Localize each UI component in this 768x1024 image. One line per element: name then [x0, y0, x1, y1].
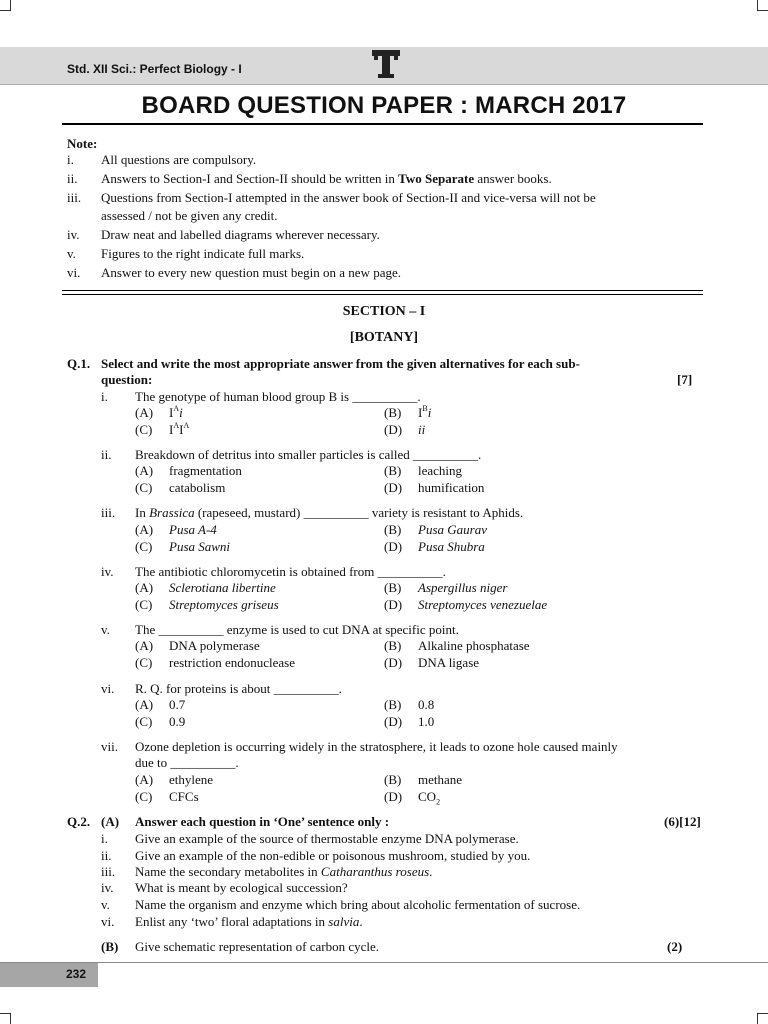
option-label: (A)	[135, 405, 154, 420]
question-instruction: Select and write the most appropriate answer from the given alternatives for each sub-	[101, 356, 580, 371]
question-instruction: question:	[101, 372, 153, 387]
option-label: (D)	[384, 789, 403, 804]
question-number: Q.2.	[67, 814, 91, 829]
option-label: (A)	[135, 580, 154, 595]
sub-question-number: i.	[101, 389, 108, 404]
option-label: (D)	[384, 480, 403, 495]
option-a: Pusa A-4	[169, 522, 217, 537]
sub-question-number: iii.	[101, 505, 116, 520]
sub-question-number: iii.	[101, 864, 116, 879]
option-c: 0.9	[169, 714, 186, 729]
sub-question-number: vi.	[101, 914, 115, 929]
option-label: (A)	[135, 772, 154, 787]
sub-question-text: Enlist any ‘two’ floral adaptations in salvia.	[135, 914, 363, 929]
question-number: Q.1.	[67, 356, 91, 371]
publisher-logo-icon	[370, 46, 402, 80]
part-label: (A)	[101, 814, 120, 829]
option-label: (B)	[384, 463, 402, 478]
option-label: (A)	[135, 522, 154, 537]
sub-question-number: i.	[101, 831, 108, 846]
option-d: $CO_2$	[418, 789, 441, 807]
sub-question-text: Name the secondary metabolites in Catharanthus roseus.	[135, 864, 433, 879]
option-d: Streptomyces venezuelae	[418, 597, 548, 612]
option-d: DNA ligase	[418, 655, 480, 670]
crop-mark-bottom-right	[757, 1013, 768, 1024]
section-divider	[62, 290, 703, 295]
part-label: (B)	[101, 939, 119, 954]
note-text: Questions from Section-I attempted in the answer book of Section-II and vice-versa will not be	[101, 190, 596, 205]
sub-question-number: v.	[101, 897, 110, 912]
option-a: DNA polymerase	[169, 638, 260, 653]
option-label: (C)	[135, 655, 153, 670]
option-label: (C)	[135, 789, 153, 804]
option-label: (B)	[384, 580, 402, 595]
note-num: i.	[67, 152, 74, 167]
option-d: Pusa Shubra	[418, 539, 485, 554]
header-title: Std. XII Sci.: Perfect Biology - I	[67, 62, 242, 76]
option-b: methane	[418, 772, 463, 787]
note-text: Figures to the right indicate full marks.	[101, 246, 305, 261]
sub-question-text: Give an example of the non-edible or poisonous mushroom, studied by you.	[135, 848, 531, 863]
option-label: (D)	[384, 539, 403, 554]
note-num: ii.	[67, 171, 78, 186]
sub-question-text: Give an example of the source of thermostable enzyme DNA polymerase.	[135, 831, 519, 846]
option-a: fragmentation	[169, 463, 242, 478]
sub-question-number: vi.	[101, 681, 115, 696]
option-label: (A)	[135, 697, 154, 712]
sub-question-stem: Ozone depletion is occurring widely in the stratosphere, it leads to ozone hole caused mainly	[135, 739, 618, 754]
sub-question-stem: R. Q. for proteins is about __________.	[135, 681, 342, 696]
sub-question-number: ii.	[101, 447, 112, 462]
option-label: (D)	[384, 597, 403, 612]
footer-rule	[0, 962, 768, 963]
option-label: (C)	[135, 714, 153, 729]
option-label: (B)	[384, 522, 402, 537]
question-marks: [7]	[677, 372, 693, 387]
sub-question-stem: Breakdown of detritus into smaller particles is called __________.	[135, 447, 482, 462]
question-marks: (6)[12]	[664, 814, 701, 829]
option-label: (D)	[384, 714, 403, 729]
note-text: assessed / not be given any credit.	[101, 208, 278, 223]
note-text: Draw neat and labelled diagrams wherever necessary.	[101, 227, 380, 242]
page-number: 232	[66, 967, 87, 981]
option-label: (C)	[135, 480, 153, 495]
sub-question-stem: The genotype of human blood group B is __________.	[135, 389, 421, 404]
sub-question-number: v.	[101, 622, 110, 637]
note-text: Answers to Section-I and Section-II should be written in Two Separate answer books.	[101, 171, 552, 186]
option-label: (A)	[135, 638, 154, 653]
sub-question-text: What is meant by ecological succession?	[135, 880, 348, 895]
option-label: (D)	[384, 422, 403, 437]
option-b: leaching	[418, 463, 463, 478]
option-label: (B)	[384, 697, 402, 712]
note-text: All questions are compulsory.	[101, 152, 257, 167]
question-marks: (2)	[667, 939, 683, 954]
option-a: $I^Ai$	[169, 404, 183, 420]
option-d: humification	[418, 480, 485, 495]
note-heading: Note:	[67, 136, 98, 151]
paper-title: BOARD QUESTION PAPER : MARCH 2017	[141, 92, 627, 119]
section-subject: [BOTANY]	[349, 330, 419, 345]
option-label: (C)	[135, 539, 153, 554]
sub-question-number: iv.	[101, 564, 114, 579]
note-num: iv.	[67, 227, 80, 242]
option-c: Streptomyces griseus	[169, 597, 279, 612]
crop-mark-bottom-left	[0, 1013, 11, 1024]
option-b: $I^Bi$	[418, 404, 432, 420]
option-label: (B)	[384, 772, 402, 787]
section-title: SECTION – I	[342, 304, 426, 319]
option-c: CFCs	[169, 789, 199, 804]
option-label: (C)	[135, 597, 153, 612]
note-num: iii.	[67, 190, 82, 205]
option-label: (A)	[135, 463, 154, 478]
sub-question-stem: The antibiotic chloromycetin is obtained from __________.	[135, 564, 446, 579]
note-num: v.	[67, 246, 76, 261]
option-label: (C)	[135, 422, 153, 437]
option-a: 0.7	[169, 697, 186, 712]
sub-question-stem: due to __________.	[135, 755, 239, 770]
crop-mark-top-right	[757, 0, 768, 11]
option-label: (D)	[384, 655, 403, 670]
note-num: vi.	[67, 265, 81, 280]
title-rule	[62, 123, 703, 125]
crop-mark-top-left	[0, 0, 11, 11]
sub-question-number: vii.	[101, 739, 118, 754]
sub-question-stem: The __________ enzyme is used to cut DNA at specific point.	[135, 622, 459, 637]
option-b: Alkaline phosphatase	[418, 638, 530, 653]
option-label: (B)	[384, 638, 402, 653]
option-d: 1.0	[418, 714, 435, 729]
option-c: Pusa Sawni	[169, 539, 231, 554]
option-a: ethylene	[169, 772, 214, 787]
option-label: (B)	[384, 405, 402, 420]
sub-question-text: Name the organism and enzyme which bring about alcoholic fermentation of sucrose.	[135, 897, 581, 912]
option-d: ii	[418, 422, 426, 437]
sub-question-stem: In Brassica (rapeseed, mustard) __________ variety is resistant to Aphids.	[135, 505, 524, 520]
sub-question-number: ii.	[101, 848, 112, 863]
option-c: restriction endonuclease	[169, 655, 295, 670]
option-b: 0.8	[418, 697, 435, 712]
part-text: Give schematic representation of carbon cycle.	[135, 939, 379, 954]
option-b: Aspergillus niger	[418, 580, 508, 595]
option-c: $I^AI^A$	[169, 421, 190, 437]
option-c: catabolism	[169, 480, 226, 495]
note-text: Answer to every new question must begin on a new page.	[101, 265, 402, 280]
option-a: Sclerotiana libertine	[169, 580, 276, 595]
sub-question-number: iv.	[101, 880, 114, 895]
part-heading: Answer each question in ‘One’ sentence only :	[135, 814, 390, 829]
option-b: Pusa Gaurav	[418, 522, 487, 537]
